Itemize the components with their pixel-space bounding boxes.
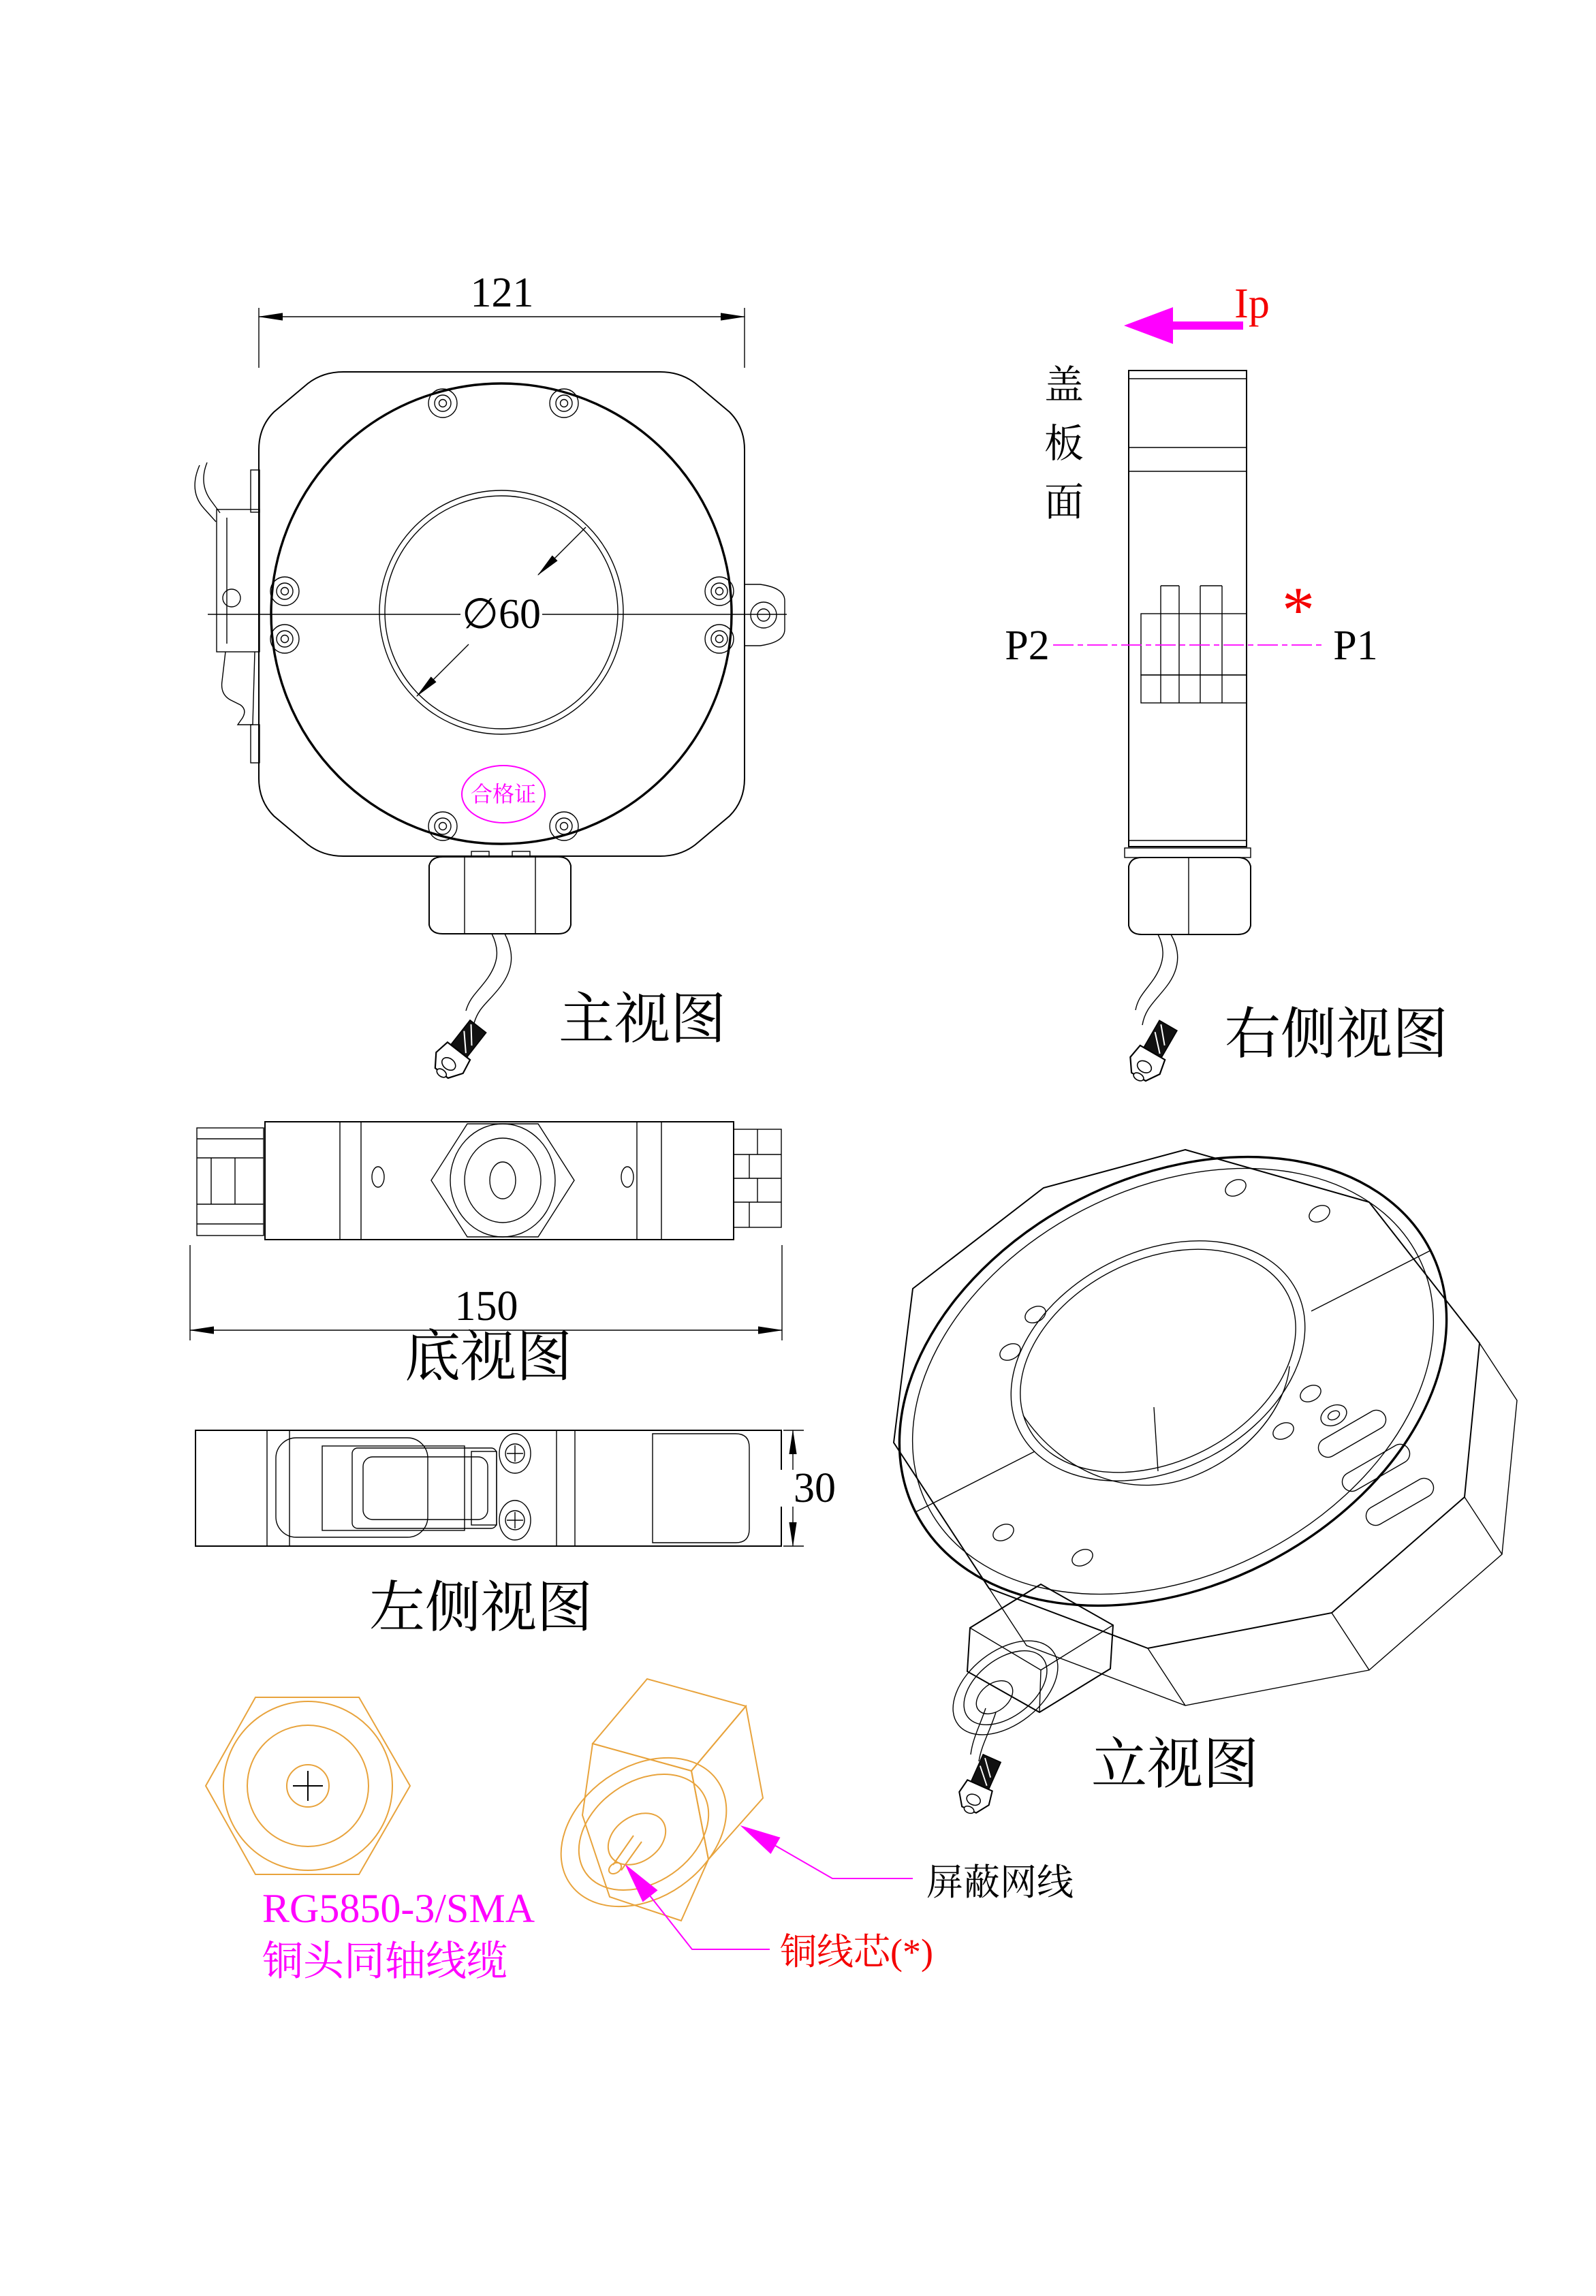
bottom-body-outline [265,1122,734,1240]
front-sma-connector [426,1016,492,1086]
isometric-view [823,1068,1523,1819]
svg-text:板: 板 [1044,422,1084,466]
qc-seal-text: 合格证 [470,782,537,806]
side-terminal-comb [1141,586,1247,703]
left-terminal-block [653,1434,749,1543]
connector-hex-iso [533,1679,763,1937]
core-leader [627,1866,770,1949]
front-view-label: 主视图 [558,988,727,1050]
front-cable [466,934,512,1023]
side-body [1129,371,1247,847]
right-side-view [1005,281,1448,1088]
bottom-latch-block [197,1128,264,1236]
iso-hole-bore-wall [1023,1366,1289,1485]
dimension-height-30 [774,1430,836,1546]
iso-body-outline [894,1150,1480,1648]
bottom-view-label: 底视图 [404,1326,573,1388]
left-side-view [195,1430,836,1639]
iso-sma-connector [953,1752,1007,1819]
side-cable [1136,934,1178,1025]
shield-label: 屏蔽网线 [926,1862,1074,1903]
terminal-p2-label: P2 [1005,623,1050,669]
cable-model-line2: 铜头同轴线缆 [262,1939,507,1984]
dim-width-value: 121 [470,270,534,316]
iso-view-label: 立视图 [1091,1733,1259,1795]
front-mounting-lug [745,584,785,646]
left-screw-bottom [499,1500,531,1540]
dim-height-value: 30 [794,1465,836,1511]
iso-cover-edge [823,1068,1523,1695]
svg-text:盖: 盖 [1044,363,1084,407]
iso-gland-nut [935,1584,1113,1754]
side-sma-connector [1122,1017,1183,1088]
qc-seal [462,766,545,823]
core-label: 铜线芯(*) [780,1932,933,1972]
terminal-p1-label: P1 [1333,623,1378,669]
front-gland-nut [429,851,571,934]
side-gland-nut [1125,848,1251,934]
current-direction-arrow [1124,307,1243,344]
connector-hex-front [206,1697,410,1874]
cover-face-label [1044,363,1084,524]
dim-length-value: 150 [454,1283,518,1330]
right-view-label: 右侧视图 [1224,1003,1449,1065]
front-latch [195,462,260,763]
iso-side-walls [989,1343,1517,1705]
connector-detail [206,1679,1074,1984]
dim-hole-diameter-value: ∅60 [461,591,542,638]
front-view [195,270,787,1086]
left-latch-buckle [276,1438,497,1537]
bottom-view [190,1122,782,1388]
bottom-slot-left [372,1167,384,1187]
bottom-gland-hex [431,1124,574,1237]
cable-model-line1: RG5850-3/SMA [262,1886,535,1931]
dimension-width-121 [259,270,745,368]
left-view-label: 左侧视图 [369,1577,593,1639]
left-screw-top [499,1434,531,1473]
iso-cover-inner-edge [840,1084,1506,1679]
bottom-terminal-block [734,1129,781,1227]
terminal-axis [1005,573,1377,669]
shield-leader [742,1827,913,1878]
current-label: Ip [1234,281,1270,327]
bottom-slot-right [621,1167,633,1187]
dimension-hole-diameter [417,527,586,696]
svg-text:面: 面 [1044,480,1084,524]
polarity-star: * [1282,573,1315,646]
